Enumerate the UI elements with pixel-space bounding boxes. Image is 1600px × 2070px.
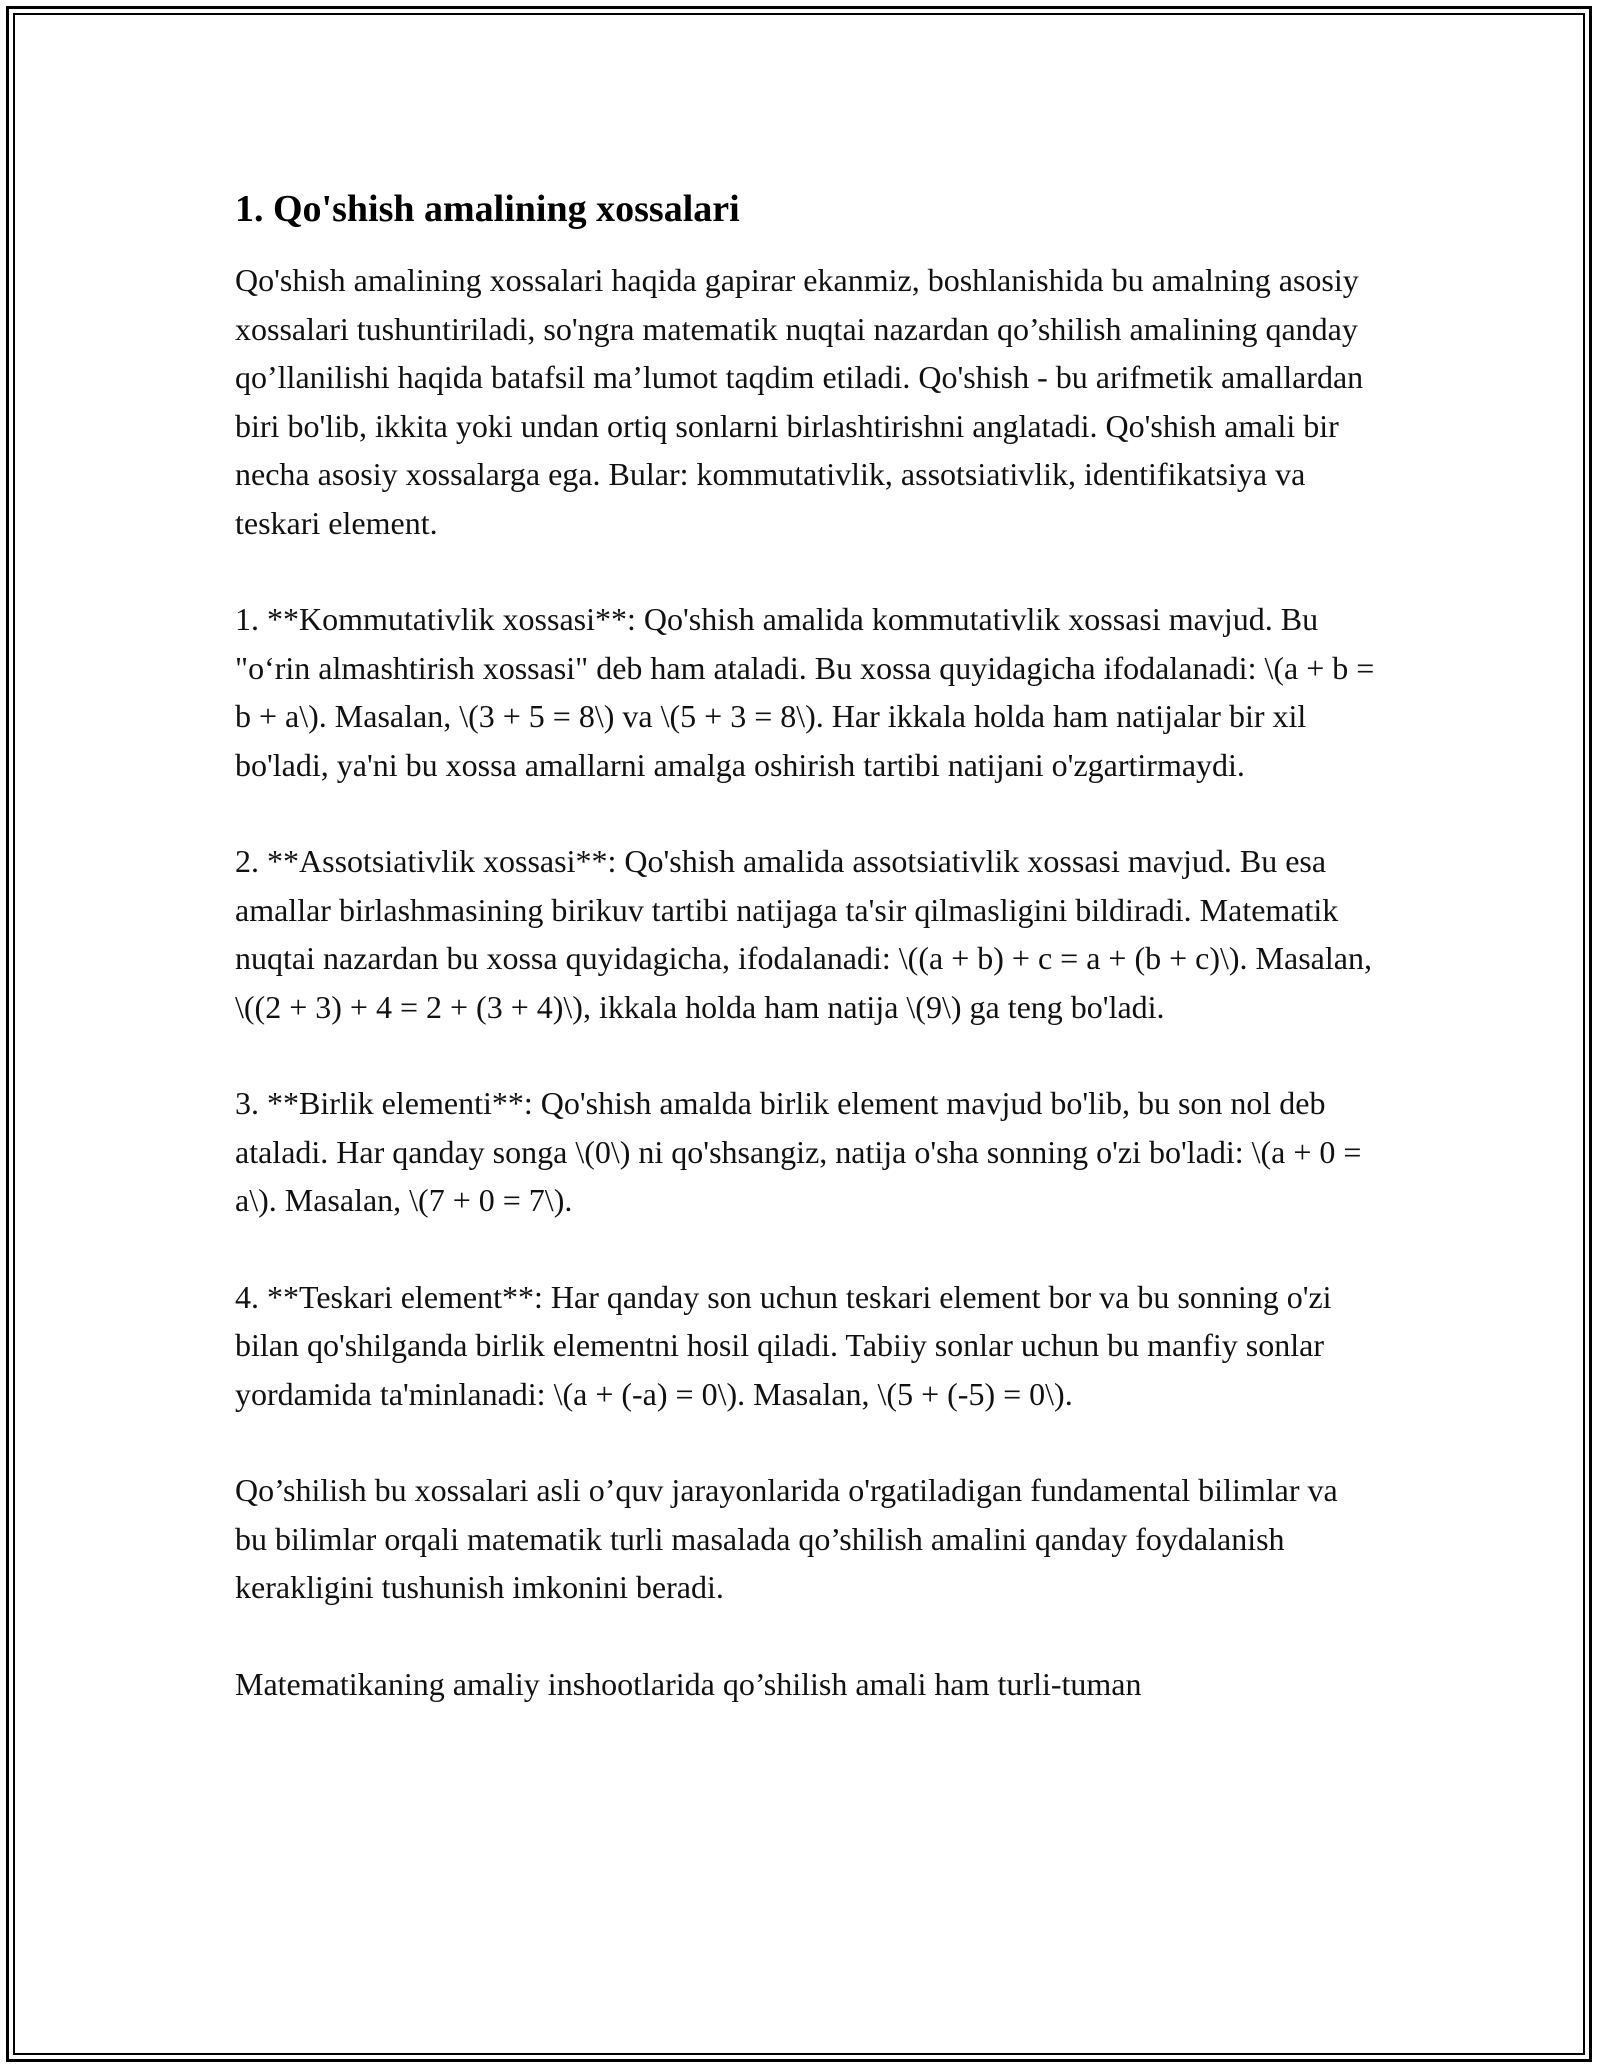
document-body	[235, 185, 1375, 1756]
paragraph-inverse-element: 4. **Teskari element**: Har qanday son uchun teskari element bor va bu sonning o'zi bilan qo'shilganda birlik elementni hosil qiladi. Tabiiy sonlar uchun bu manfiy sonlar yordamida ta'minlanadi: \(a + (-a) = 0\). Masalan, \(5 + (-5) = 0\).	[235, 1278, 1332, 1412]
paragraph-identity-element: 3. **Birlik elementi**: Qo'shish amalda birlik element mavjud bo'lib, bu son nol deb ataladi. Har qanday songa \(0\) ni qo'shsangiz, natija o'sha sonning o'zi bo'ladi: \(a + 0 = a\). Masalan, \(7 + 0 = 7\).	[235, 1085, 1362, 1218]
section-heading: 1. Qo'shish amalining xossalari	[235, 188, 740, 230]
paragraph-commutativity: 1. **Kommutativlik xossasi**: Qo'shish amalida kommutativlik xossasi mavjud. Bu "o‘rin almashtirish xossasi" deb ham ataladi. Bu xossa quyidagicha ifodalanadi: \(a + b = b + a\). Masalan, \(3 + 5 = 8\) va \(5 + 3 = 8\). Har ikkala holda ham natijalar bir xil bo'ladi, ya'ni bu xossa amallarni amalga oshirish tartibi natijani o'zgartirmaydi.	[235, 601, 1375, 783]
paragraph-associativity: 2. **Assotsiativlik xossasi**: Qo'shish amalida assotsiativlik xossasi mavjud. Bu esa amallar birlashmasining birikuv tartibi natijaga ta'sir qilmasligini bildiradi. Matematik nuqtai nazardan bu xossa quyidagicha, ifodalanadi: \((a + b) + c = a + (b + c)\). Masalan, \((2 + 3) + 4 = 2 + (3 + 4)\), ikkala holda ham natija \(9\) ga teng bo'ladi.	[235, 843, 1372, 1025]
paragraph-intro: Qo'shish amalining xossalari haqida gapirar ekanmiz, boshlanishida bu amalning asosiy xossalari tushuntiriladi, so'ngra matematik nuqtai nazardan qo’shilish amalining qanday qo’llanilishi haqida batafsil ma’lumot taqdim etiladi. Qo'shish - bu arifmetik amallardan biri bo'lib, ikkita yoki undan ortiq sonlarni birlashtirishni anglatadi. Qo'shish amali bir necha asosiy xossalarga ega. Bular: kommutativlik, assotsiativlik, identifikatsiya va teskari element.	[235, 262, 1364, 541]
paragraph-summary: Qo’shilish bu xossalari asli o’quv jarayonlarida o'rgatiladigan fundamental bilimlar va bu bilimlar orqali matematik turli masalada qo’shilish amalini qanday foydalanish kerakligini tushunish imkonini beradi.	[235, 1472, 1338, 1605]
paragraph-applications: Matematikaning amaliy inshootlarida qo’shilish amali ham turli-tuman	[235, 1665, 1142, 1702]
